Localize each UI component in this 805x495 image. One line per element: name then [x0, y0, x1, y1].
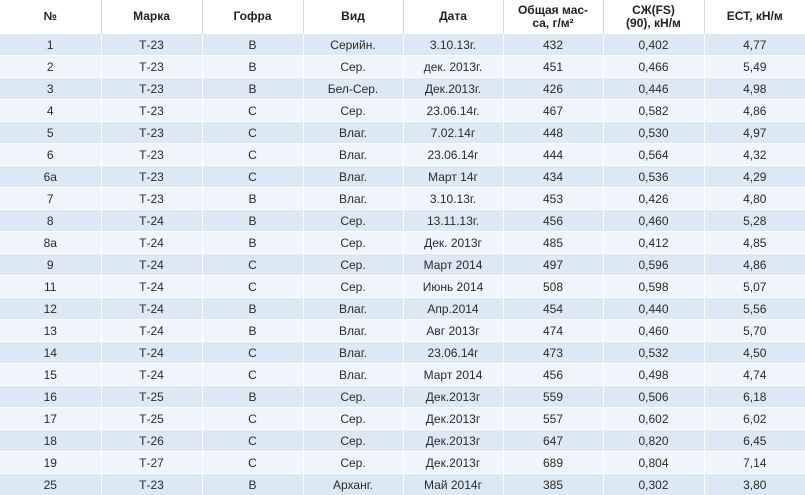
cell-flute: В	[202, 78, 303, 100]
cell-type: Сер.	[303, 452, 403, 474]
cell-total-mass: 508	[503, 276, 603, 298]
cell-ect: 4,29	[704, 166, 805, 188]
header-date: Дата	[403, 0, 503, 34]
cell-total-mass: 454	[503, 298, 603, 320]
cell-total-mass: 432	[503, 34, 603, 56]
cell-date: 23.06.14г	[403, 342, 503, 364]
cell-number: 7	[0, 188, 101, 210]
cell-number: 13	[0, 320, 101, 342]
cell-fs90: 0,596	[603, 254, 704, 276]
table-body	[0, 34, 805, 495]
cell-number: 17	[0, 408, 101, 430]
cell-brand: Т-26	[101, 430, 202, 452]
cell-number: 4	[0, 100, 101, 122]
cell-date: Март 2014	[403, 364, 503, 386]
cell-ect: 4,74	[704, 364, 805, 386]
cell-brand: Т-23	[101, 34, 202, 56]
cell-type: Влаг.	[303, 144, 403, 166]
cell-date: 23.06.14г.	[403, 100, 503, 122]
cell-brand: Т-23	[101, 100, 202, 122]
cell-date: Дек.2013г	[403, 386, 503, 408]
cell-number: 8	[0, 210, 101, 232]
cell-fs90: 0,564	[603, 144, 704, 166]
cell-ect: 5,70	[704, 320, 805, 342]
cell-date: Дек.2013г.	[403, 78, 503, 100]
cell-type: Влаг.	[303, 320, 403, 342]
cell-date: 3.10.13г.	[403, 188, 503, 210]
cell-number: 15	[0, 364, 101, 386]
header-ect: ЕСТ, кН/м	[704, 0, 805, 34]
cell-number: 5	[0, 122, 101, 144]
cell-date: Авг 2013г	[403, 320, 503, 342]
table-header	[0, 0, 805, 34]
cell-type: Влаг.	[303, 122, 403, 144]
cell-fs90: 0,532	[603, 342, 704, 364]
cell-brand: Т-24	[101, 254, 202, 276]
cell-type: Сер.	[303, 210, 403, 232]
cell-total-mass: 557	[503, 408, 603, 430]
cell-number: 14	[0, 342, 101, 364]
cell-ect: 7,14	[704, 452, 805, 474]
cell-total-mass: 456	[503, 210, 603, 232]
cell-number: 8а	[0, 232, 101, 254]
cell-ect: 4,97	[704, 122, 805, 144]
cell-fs90: 0,466	[603, 56, 704, 78]
cell-fs90: 0,460	[603, 210, 704, 232]
cell-type: Арханг.	[303, 474, 403, 495]
header-flute: Гофра	[202, 0, 303, 34]
cell-total-mass: 453	[503, 188, 603, 210]
cell-fs90: 0,460	[603, 320, 704, 342]
cell-flute: С	[202, 364, 303, 386]
cell-total-mass: 473	[503, 342, 603, 364]
cell-type: Влаг.	[303, 188, 403, 210]
cell-ect: 3,80	[704, 474, 805, 495]
cell-type: Сер.	[303, 56, 403, 78]
table-row	[0, 78, 805, 100]
cell-date: Дек. 2013г	[403, 232, 503, 254]
cell-date: 3.10.13г.	[403, 34, 503, 56]
cell-ect: 4,86	[704, 100, 805, 122]
cell-ect: 6,02	[704, 408, 805, 430]
table-row	[0, 386, 805, 408]
cell-brand: Т-23	[101, 166, 202, 188]
header-row	[0, 0, 805, 34]
cell-number: 12	[0, 298, 101, 320]
cell-flute: В	[202, 320, 303, 342]
cell-brand: Т-23	[101, 78, 202, 100]
cell-ect: 5,49	[704, 56, 805, 78]
cell-type: Влаг.	[303, 166, 403, 188]
cell-total-mass: 474	[503, 320, 603, 342]
cell-brand: Т-24	[101, 320, 202, 342]
cell-flute: С	[202, 144, 303, 166]
cell-flute: С	[202, 276, 303, 298]
cell-flute: В	[202, 474, 303, 495]
cell-type: Сер.	[303, 430, 403, 452]
cell-date: дек. 2013г.	[403, 56, 503, 78]
cell-date: 13.11.13г.	[403, 210, 503, 232]
cell-date: Дек.2013г	[403, 430, 503, 452]
cell-date: Дек.2013г	[403, 408, 503, 430]
cell-total-mass: 497	[503, 254, 603, 276]
cell-flute: С	[202, 342, 303, 364]
cell-brand: Т-23	[101, 474, 202, 495]
cell-date: Апр.2014	[403, 298, 503, 320]
cell-flute: В	[202, 56, 303, 78]
cell-ect: 4,85	[704, 232, 805, 254]
cell-type: Влаг.	[303, 298, 403, 320]
cell-number: 1	[0, 34, 101, 56]
cell-fs90: 0,582	[603, 100, 704, 122]
cell-brand: Т-24	[101, 210, 202, 232]
cell-number: 25	[0, 474, 101, 495]
cell-number: 11	[0, 276, 101, 298]
cell-ect: 4,32	[704, 144, 805, 166]
cell-number: 9	[0, 254, 101, 276]
cell-total-mass: 647	[503, 430, 603, 452]
cell-flute: С	[202, 430, 303, 452]
cell-flute: В	[202, 232, 303, 254]
table-row	[0, 430, 805, 452]
cell-fs90: 0,506	[603, 386, 704, 408]
cell-brand: Т-24	[101, 276, 202, 298]
cell-brand: Т-24	[101, 364, 202, 386]
cell-total-mass: 448	[503, 122, 603, 144]
cell-fs90: 0,412	[603, 232, 704, 254]
cell-type: Серийн.	[303, 34, 403, 56]
header-total-mass: Общая мас- са, г/м²	[503, 0, 603, 34]
table-row	[0, 452, 805, 474]
cell-number: 6	[0, 144, 101, 166]
table-row	[0, 100, 805, 122]
cell-total-mass: 451	[503, 56, 603, 78]
cell-fs90: 0,302	[603, 474, 704, 495]
cell-type: Влаг.	[303, 364, 403, 386]
cell-ect: 5,56	[704, 298, 805, 320]
cell-fs90: 0,440	[603, 298, 704, 320]
table-row	[0, 474, 805, 495]
cell-total-mass: 456	[503, 364, 603, 386]
table-row	[0, 320, 805, 342]
cell-flute: В	[202, 210, 303, 232]
cell-date: Март 14г	[403, 166, 503, 188]
cell-brand: Т-24	[101, 342, 202, 364]
cell-flute: В	[202, 34, 303, 56]
table-row	[0, 166, 805, 188]
table-row	[0, 408, 805, 430]
cell-brand: Т-23	[101, 188, 202, 210]
cell-flute: С	[202, 254, 303, 276]
cell-fs90: 0,536	[603, 166, 704, 188]
cell-date: 7.02.14г	[403, 122, 503, 144]
cell-date: Июнь 2014	[403, 276, 503, 298]
cell-total-mass: 426	[503, 78, 603, 100]
cell-number: 6а	[0, 166, 101, 188]
cell-brand: Т-23	[101, 56, 202, 78]
cell-total-mass: 434	[503, 166, 603, 188]
table-row	[0, 232, 805, 254]
cell-ect: 6,45	[704, 430, 805, 452]
cell-total-mass: 444	[503, 144, 603, 166]
cell-total-mass: 485	[503, 232, 603, 254]
header-brand: Марка	[101, 0, 202, 34]
table-row	[0, 298, 805, 320]
table-row	[0, 254, 805, 276]
cell-number: 16	[0, 386, 101, 408]
cell-number: 3	[0, 78, 101, 100]
cell-brand: Т-24	[101, 232, 202, 254]
cell-ect: 5,28	[704, 210, 805, 232]
cell-fs90: 0,446	[603, 78, 704, 100]
header-fs90: СЖ(FS) (90), кН/м	[603, 0, 704, 34]
cell-brand: Т-23	[101, 144, 202, 166]
table-row	[0, 364, 805, 386]
table-row	[0, 144, 805, 166]
cell-fs90: 0,498	[603, 364, 704, 386]
table-row	[0, 34, 805, 56]
cell-flute: В	[202, 298, 303, 320]
cell-fs90: 0,598	[603, 276, 704, 298]
cell-type: Сер.	[303, 276, 403, 298]
cell-type: Сер.	[303, 254, 403, 276]
cell-brand: Т-25	[101, 386, 202, 408]
cell-ect: 4,98	[704, 78, 805, 100]
cell-flute: С	[202, 100, 303, 122]
cell-type: Бел-Сер.	[303, 78, 403, 100]
cell-flute: В	[202, 386, 303, 408]
table-row	[0, 210, 805, 232]
cell-flute: В	[202, 188, 303, 210]
header-number: №	[0, 0, 101, 34]
cell-number: 2	[0, 56, 101, 78]
cell-number: 19	[0, 452, 101, 474]
cell-type: Сер.	[303, 100, 403, 122]
cell-date: Дек.2013г	[403, 452, 503, 474]
cell-date: 23.06.14г	[403, 144, 503, 166]
cell-fs90: 0,530	[603, 122, 704, 144]
table-row	[0, 276, 805, 298]
cell-brand: Т-25	[101, 408, 202, 430]
cell-type: Влаг.	[303, 342, 403, 364]
cell-flute: С	[202, 166, 303, 188]
cell-brand: Т-27	[101, 452, 202, 474]
cell-date: Май 2014г	[403, 474, 503, 495]
cell-ect: 4,86	[704, 254, 805, 276]
cell-flute: С	[202, 122, 303, 144]
cell-fs90: 0,602	[603, 408, 704, 430]
header-type: Вид	[303, 0, 403, 34]
cell-date: Март 2014	[403, 254, 503, 276]
cell-fs90: 0,820	[603, 430, 704, 452]
cell-total-mass: 559	[503, 386, 603, 408]
table-row	[0, 342, 805, 364]
cell-ect: 5,07	[704, 276, 805, 298]
cell-total-mass: 467	[503, 100, 603, 122]
cell-total-mass: 689	[503, 452, 603, 474]
table-row	[0, 122, 805, 144]
cell-type: Сер.	[303, 386, 403, 408]
cell-type: Сер.	[303, 232, 403, 254]
cell-total-mass: 385	[503, 474, 603, 495]
cell-fs90: 0,426	[603, 188, 704, 210]
cell-brand: Т-24	[101, 298, 202, 320]
table-row	[0, 188, 805, 210]
cell-fs90: 0,804	[603, 452, 704, 474]
cell-type: Сер.	[303, 408, 403, 430]
cell-ect: 4,80	[704, 188, 805, 210]
table-row	[0, 56, 805, 78]
cell-ect: 4,77	[704, 34, 805, 56]
cell-number: 18	[0, 430, 101, 452]
cell-fs90: 0,402	[603, 34, 704, 56]
cell-flute: С	[202, 452, 303, 474]
cell-ect: 6,18	[704, 386, 805, 408]
cell-brand: Т-23	[101, 122, 202, 144]
cell-ect: 4,50	[704, 342, 805, 364]
cell-flute: С	[202, 408, 303, 430]
